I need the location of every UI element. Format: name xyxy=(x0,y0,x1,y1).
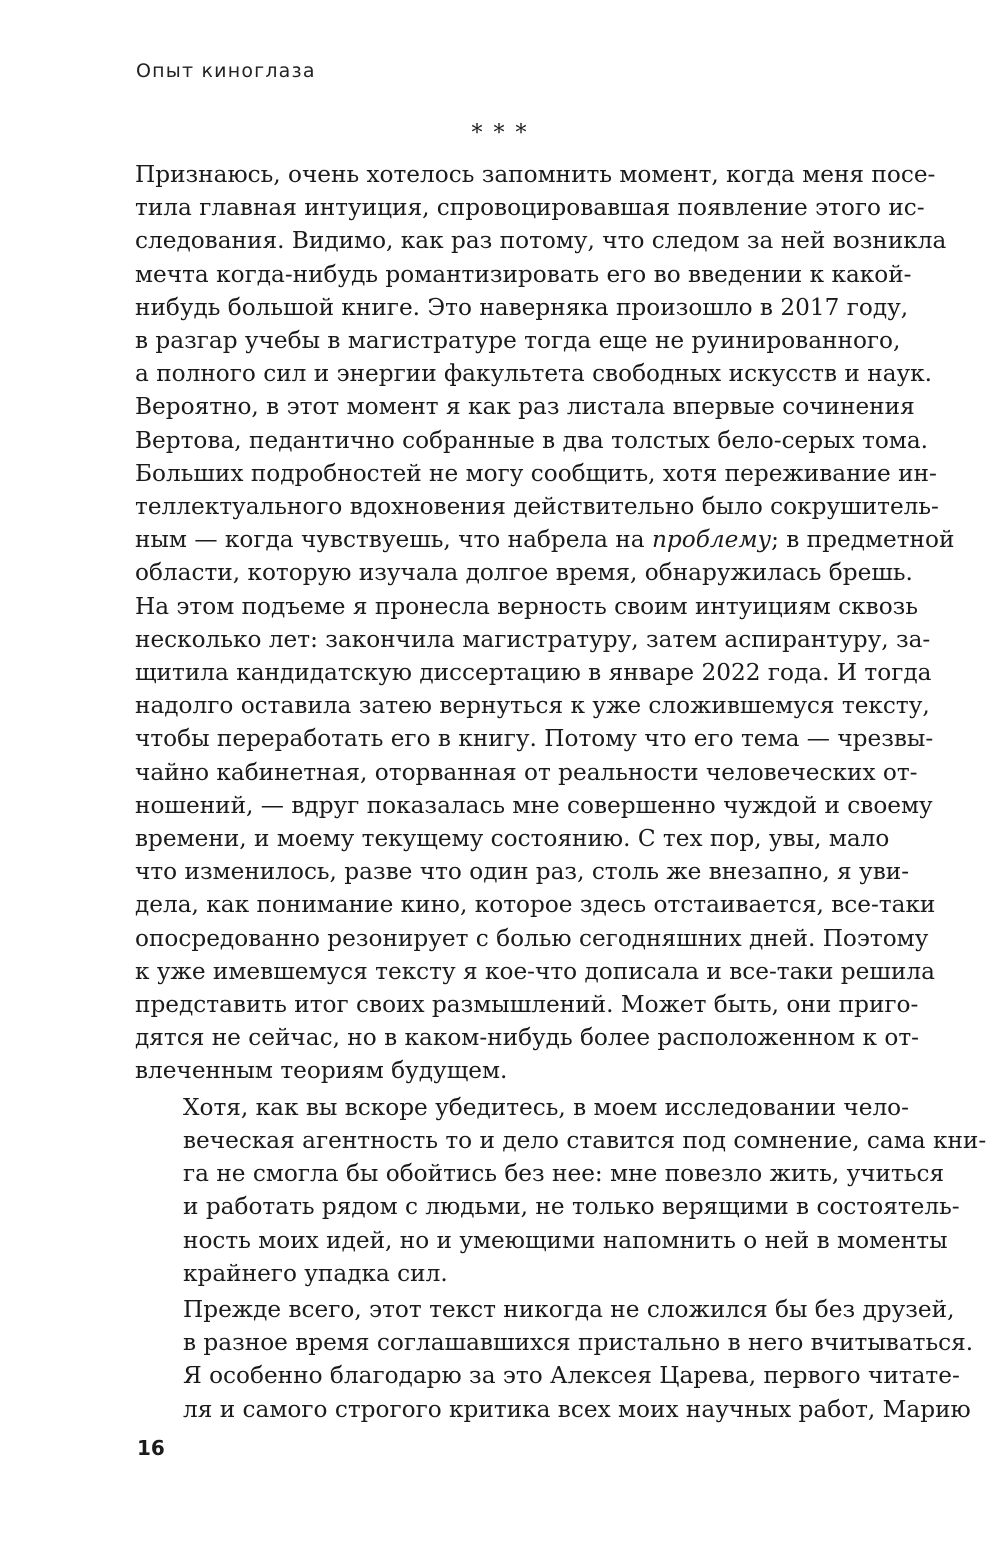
text-line: чайно кабинетная, оторванная от реальности человеческих от- xyxy=(135,758,918,786)
text-line: что изменилось, разве что один раз, столь же внезапно, я уви- xyxy=(135,858,910,886)
text-line: Хотя, как вы вскоре убедитесь, в моем исследовании чело- xyxy=(183,1093,909,1121)
text-line: Вертова, педантично собранные в два толстых бело-серых тома. xyxy=(135,426,929,454)
text-line: ношений, — вдруг показалась мне совершенно чуждой и своему xyxy=(135,791,933,819)
text-line: Я особенно благодарю за это Алексея Царева, первого читате- xyxy=(183,1362,960,1390)
text-line: времени, и моему текущему состоянию. С тех пор, увы, мало xyxy=(135,825,890,853)
text-line: представить итог своих размышлений. Может быть, они приго- xyxy=(135,991,919,1019)
text-line: ность моих идей, но и умеющими напомнить о ней в моменты xyxy=(183,1226,948,1254)
page-number: 16 xyxy=(137,1436,165,1460)
text-run: ным — когда чувствуешь, что набрела на xyxy=(135,526,652,554)
text-line: тила главная интуиция, спровоцировавшая появление этого ис- xyxy=(135,194,925,222)
text-line: опосредованно резонирует с болью сегодняшних дней. Поэтому xyxy=(135,924,929,952)
text-line: Признаюсь, очень хотелось запомнить момент, когда меня посе- xyxy=(135,161,936,188)
text-line: а полного сил и энергии факультета свободных искусств и наук. xyxy=(135,360,933,388)
body-text xyxy=(135,158,987,1426)
text-line: в разгар учебы в магистратуре тогда еще не руинированного, xyxy=(135,327,901,355)
running-head-title: Опыт киноглаза xyxy=(136,60,316,82)
text-line: дела, как понимание кино, которое здесь отстаивается, все-таки xyxy=(135,891,936,919)
text-line: крайнего упадка сил. xyxy=(183,1259,448,1287)
text-line: влеченным теориям будущем. xyxy=(135,1057,508,1085)
text-line: области, которую изучала долгое время, обнаружилась брешь. xyxy=(135,559,913,587)
text-line-with-emphasis xyxy=(135,523,955,556)
text-run: ; в предметной xyxy=(771,526,955,554)
text-line: Прежде всего, этот текст никогда не сложился бы без друзей, xyxy=(183,1295,955,1323)
text-line: мечта когда-нибудь романтизировать его во введении к какой- xyxy=(135,260,912,288)
emphasis-word: проблему xyxy=(652,526,772,554)
text-line: в разное время соглашавшихся пристально в него вчитываться. xyxy=(183,1329,974,1357)
paragraph-2 xyxy=(135,1091,987,1290)
text-line: нибудь большой книге. Это наверняка произошло в 2017 году, xyxy=(135,293,909,321)
text-line: к уже имевшемуся тексту я кое-что дописала и все-таки решила xyxy=(135,957,935,985)
text-line: га не смогла бы обойтись без нее: мне повезло жить, учиться xyxy=(183,1160,945,1188)
paragraph-3 xyxy=(135,1293,974,1426)
text-line: надолго оставила затею вернуться к уже сложившемуся тексту, xyxy=(135,692,930,720)
text-line: теллектуального вдохновения действительно было сокрушитель- xyxy=(135,493,939,521)
text-line: щитила кандидатскую диссертацию в январе 2022 года. И тогда xyxy=(135,659,932,687)
text-line: чтобы переработать его в книгу. Потому что его тема — чрезвы- xyxy=(135,725,934,753)
text-line: несколько лет: закончила магистратуру, затем аспирантуру, за- xyxy=(135,625,931,653)
text-line: веческая агентность то и дело ставится под сомнение, сама кни- xyxy=(183,1126,987,1154)
text-line: Больших подробностей не могу сообщить, хотя переживание ин- xyxy=(135,459,937,487)
paragraph-1 xyxy=(135,158,955,1088)
section-separator-asterism: * * * xyxy=(471,121,529,146)
text-line: Вероятно, в этот момент я как раз листала впервые сочинения xyxy=(135,393,915,421)
text-line: следования. Видимо, как раз потому, что следом за ней возникла xyxy=(135,227,947,255)
text-line: ля и самого строгого критика всех моих научных работ, Марию xyxy=(183,1395,971,1423)
text-line: дятся не сейчас, но в каком-нибудь более расположенном к от- xyxy=(135,1024,919,1052)
text-line: На этом подъеме я пронесла верность своим интуициям сквозь xyxy=(135,592,918,620)
text-line: и работать рядом с людьми, не только верящими в состоятель- xyxy=(183,1193,960,1221)
